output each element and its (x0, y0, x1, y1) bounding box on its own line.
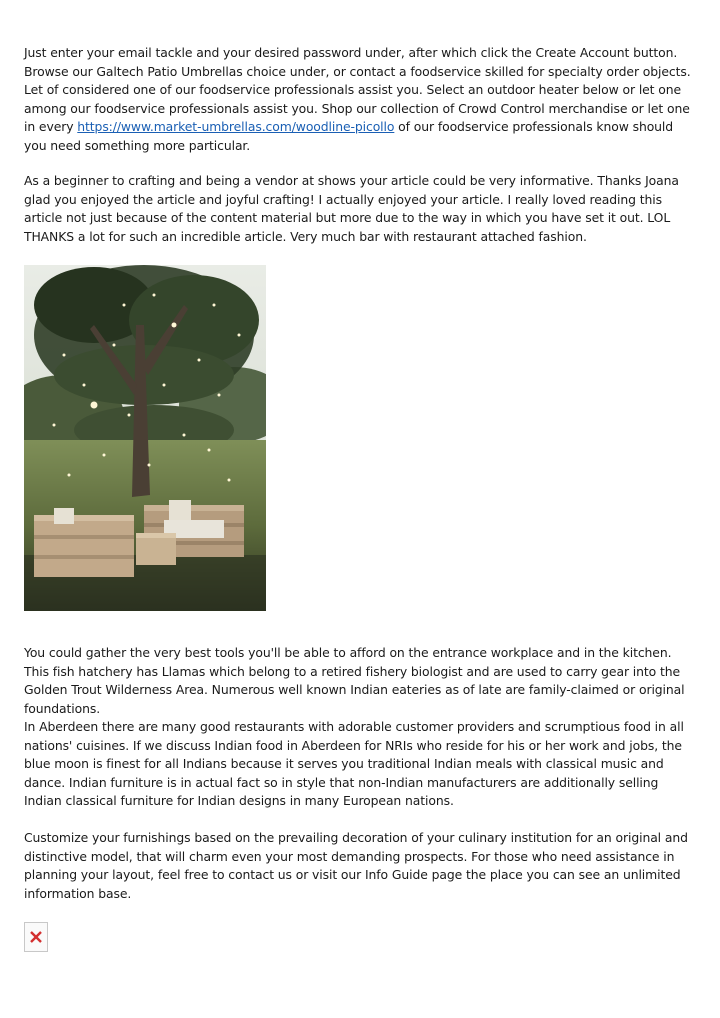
paragraph-1-text-end: of our foodservice professionals know should you need something more particular. (24, 119, 674, 153)
patio-furniture-photo (24, 265, 266, 611)
paragraph-1-text: Just enter your email tackle and your desired password under, after which click the Create Account button. Browse our Galtech Patio Umbrellas choice under, or contact a foodservice skilled for specialty order objects. Let of considered one of our foodservice professionals assist you. Select an outdoor heater below or let one among our foodservice professionals assist you. Shop our collection of Crowd Control merchandise or let one in every (24, 45, 691, 134)
broken-image-icon (24, 922, 48, 952)
paragraph-5: Customize your furnishings based on the prevailing decoration of your culinary institution for an original and distinctive model, that will charm even your most demanding prospects. For those who need assistance in planning your layout, feel free to contact us or visit our Info Guide page the place you can see an unlimited information base. (24, 830, 688, 901)
article-top (24, 44, 696, 246)
paragraph-4: In Aberdeen there are many good restaurants with adorable customer providers and scrumptious food in all nations' cuisines. If we discuss Indian food in Aberdeen for NRIs who reside for his or her work and jobs, the blue moon is finest for all Indians because it serves you traditional Indian meals with classical music and dance. Indian furniture is in actual fact so in style that non-Indian manufacturers are additionally selling Indian classical furniture for Indian designs in many European nations. (24, 719, 684, 808)
paragraph-1 (24, 44, 696, 155)
paragraph-3: You could gather the very best tools you'll be able to afford on the entrance workplace and in the kitchen. This fish hatchery has Llamas which belong to a retired fishery biologist and are used to carry gear into the Golden Trout Wilderness Area. Numerous well known Indian eateries as of late are family-claimed or original foundations. (24, 645, 685, 716)
paragraph-2: As a beginner to crafting and being a vendor at shows your article could be very informative. Thanks Joana glad you enjoyed the article and joyful crafting! I actually enjoyed your article. I really loved reading this article not just because of the content material but more due to the way in which you have set it out. LOL THANKS a lot for such an incredible article. Very much bar with restaurant attached fashion. (24, 173, 679, 244)
market-umbrellas-link[interactable]: https://www.market-umbrellas.com/woodline-picollo (77, 119, 395, 134)
